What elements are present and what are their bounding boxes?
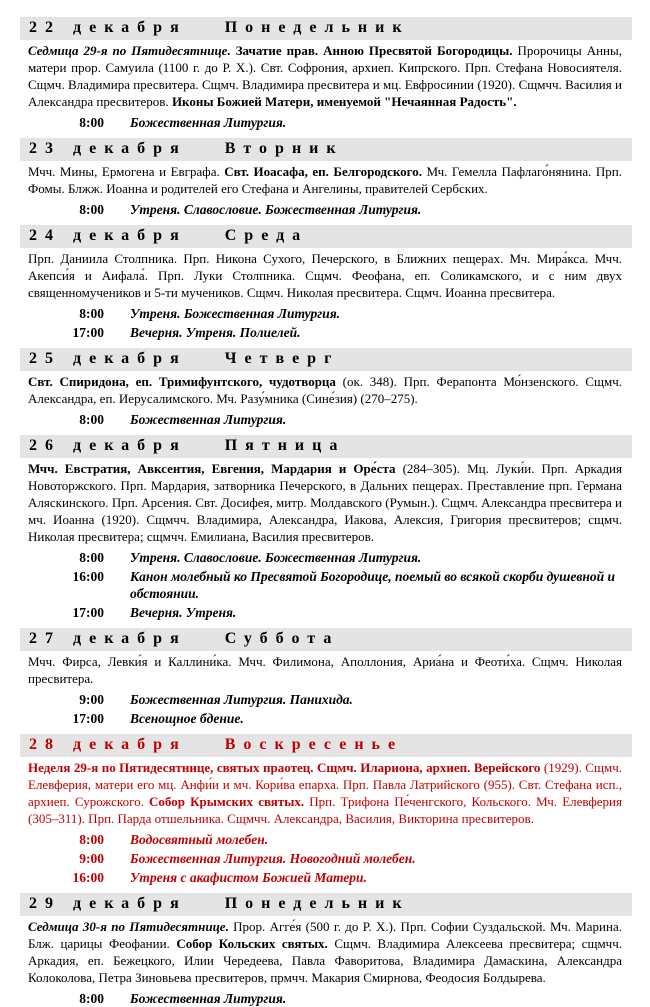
- day-date: 27 декабря: [29, 630, 187, 647]
- service-time: 17:00: [72, 711, 104, 726]
- service-time: 8:00: [79, 991, 104, 1006]
- service-row: [28, 201, 622, 218]
- services-list: [28, 691, 622, 727]
- day-weekday: Суббота: [224, 630, 340, 647]
- description-segment: Седмица 30-я по Пятидесятнице.: [28, 919, 234, 934]
- service-name: Божественная Литургия. Новогодний молебен.: [130, 851, 416, 866]
- service-row: [28, 604, 622, 621]
- service-time: 8:00: [79, 412, 104, 427]
- description-segment: (ок. 348). Прп. Ферапонта Мо́нзенского. Сщмч. Александра, еп. Иерусалимского. Мч. Разу́мника (Сине́зия) (270–275).: [28, 374, 622, 406]
- day-weekday: Понедельник: [224, 895, 410, 912]
- day-commemorations-text: [28, 759, 622, 827]
- description-segment: Мчч. Фирса, Левки́я и Каллини́ка. Мчч. Филимона, Аполлония, Ариа́на и Феоти́ха. Сщмч. Николая пресвитера.: [28, 654, 622, 686]
- day-commemorations-text: [28, 460, 622, 545]
- service-name: Божественная Литургия. Панихида.: [130, 692, 353, 707]
- services-list: [28, 114, 622, 131]
- day-date: 26 декабря: [29, 437, 187, 454]
- description-segment: (284–305). Мц. Луки́и. Прп. Аркадия Новоторжского. Прп. Мардария, затворника Печерского, в Дальних пещерах. Преставление прп. Германа Аляскинского. Прп. Арсения. Свт. Досифея, митр. Молдавского (Румын.). Сщмч. Александра пресвитера и мч. Иоанна (1920). Сщмчч. Владимира, Александра, Иакова, Алексия, Григория пресвитеров; сщмч. Николая пресвитера; сщмчч. Емилиана, Василия пресвитеров.: [28, 461, 622, 544]
- description-segment: Неделя 29-я по Пятидесятнице, святых праотец. Сщмч. Илариона, архиеп. Верейского: [28, 760, 544, 775]
- day-commemorations-text: [28, 653, 622, 687]
- service-name: Вечерня. Утреня. Полиелей.: [130, 325, 301, 340]
- day-section: [0, 348, 650, 428]
- service-name: Канон молебный ко Пресвятой Богородице, поемый во всякой скорби душевной и обстоянии.: [130, 569, 616, 601]
- service-row: [28, 710, 622, 727]
- description-segment: Зачатие прав. Анною Пресвятой Богородицы.: [235, 43, 518, 58]
- description-segment: Прор. Агге́я (500 г. до Р. Х.). Прп. Софии Суздальской. Мч. Марина. Блж. царицы Феофании.: [28, 919, 622, 951]
- day-weekday: Четверг: [224, 350, 340, 367]
- service-row: [28, 114, 622, 131]
- day-header-bar: [20, 17, 632, 40]
- service-time: 8:00: [79, 115, 104, 130]
- description-segment: Свт. Иоасафа, еп. Белгородского.: [224, 164, 427, 179]
- day-commemorations-text: [28, 250, 622, 301]
- day-commemorations-text: [28, 42, 622, 110]
- description-segment: Седмица 29-я по Пятидесятнице.: [28, 43, 236, 58]
- description-segment: Пророчицы Анны, матери прор. Самуила (1100 г. до Р. Х.). Свт. Софрония, архиеп. Кипрского. Прп. Стефана Новосиятеля. Сщмч. Владимира пресвитера. Сщмч. Владимира пресвитера и мц. Евфросинии (1920). Сщмчч. Василия и Александра пресвитеров.: [28, 43, 622, 109]
- day-commemorations-text: [28, 163, 622, 197]
- service-time: 9:00: [79, 692, 104, 707]
- service-name: Водосвятный молебен.: [130, 832, 269, 847]
- services-list: [28, 305, 622, 341]
- day-date: 29 декабря: [29, 895, 187, 912]
- services-list: [28, 549, 622, 621]
- day-header-bar: [20, 893, 632, 916]
- day-header-bar: [20, 225, 632, 248]
- day-section: [0, 225, 650, 341]
- service-row: [28, 691, 622, 708]
- day-date: 28 декабря: [29, 736, 187, 753]
- service-name: Божественная Литургия.: [130, 115, 287, 130]
- service-row: [28, 568, 622, 602]
- day-weekday: Вторник: [224, 140, 344, 157]
- services-list: [28, 831, 622, 886]
- description-segment: Мч. Гемелла Пафлаго́нянина. Прп. Фомы. Блжж. Иоанна и родителей его Стефана и Ангелины, правителей Сербских.: [28, 164, 622, 196]
- description-segment: Собор Кольских святых.: [176, 936, 335, 951]
- service-row: [28, 324, 622, 341]
- services-list: [28, 201, 622, 218]
- service-time: 8:00: [79, 202, 104, 217]
- service-name: Всенощное бдение.: [130, 711, 244, 726]
- day-header-bar: [20, 348, 632, 371]
- day-section: [0, 893, 650, 1007]
- description-segment: Мчч. Мины, Ермогена и Евграфа.: [28, 164, 225, 179]
- service-name: Утреня. Славословие. Божественная Литургия.: [130, 202, 422, 217]
- service-time: 8:00: [79, 306, 104, 321]
- day-section: [0, 138, 650, 218]
- day-date: 25 декабря: [29, 350, 187, 367]
- service-name: Божественная Литургия.: [130, 991, 287, 1006]
- day-weekday: Понедельник: [224, 19, 410, 36]
- services-list: [28, 411, 622, 428]
- day-commemorations-text: [28, 373, 622, 407]
- service-name: Божественная Литургия.: [130, 412, 287, 427]
- service-row: [28, 831, 622, 848]
- day-weekday: Среда: [224, 227, 309, 244]
- description-segment: Собор Крымских святых.: [149, 794, 310, 809]
- day-section: [0, 435, 650, 621]
- service-time: 17:00: [72, 325, 104, 340]
- day-header-bar: [20, 138, 632, 161]
- service-row: [28, 305, 622, 322]
- services-list: [28, 990, 622, 1007]
- service-name: Утреня. Славословие. Божественная Литургия.: [130, 550, 422, 565]
- service-time: 16:00: [72, 870, 104, 885]
- day-header-bar: [20, 734, 632, 757]
- day-header-bar: [20, 628, 632, 651]
- service-name: Вечерня. Утреня.: [130, 605, 237, 620]
- description-segment: Сщмч. Владимира Алексеева пресвитера; сщмчч. Аркадия, еп. Бежецкого, Илии Чередеева, Павла Фаворитова, Владимира Дамаскина, Александра Колоколова, Петра Зиновьева пресвитеров, прмчч. Макария Смирнова, Феодосия Болдырева.: [28, 936, 623, 985]
- description-segment: Иконы Божией Матери, именуемой "Нечаянная Радость".: [171, 94, 517, 109]
- day-header-bar: [20, 435, 632, 458]
- description-segment: Прп. Трифона Пе́ченгского, Кольского. Мч. Елевферия (305–311). Прп. Парда отшельника. Сщмчч. Александра, Василия, Викторина пресвитеров.: [28, 794, 622, 826]
- day-date: 23 декабря: [29, 140, 187, 157]
- service-time: 8:00: [79, 832, 104, 847]
- service-row: [28, 990, 622, 1007]
- description-segment: Прп. Даниила Столпника. Прп. Никона Сухого, Печерского, в Ближних пещерах. Мч. Мира́кса. Мчч. Акепси́я и Аифала́. Прп. Луки Столпника. Сщмч. Феофана, еп. Соликамского, и с ним двух священномучеников и 5-ти мучеников. Сщмч. Николая пресвитера. Сщмч. Иоанна пресвитера.: [28, 251, 622, 300]
- description-segment: (1929). Сщмч. Елевферия, матери его мц. Анфи́и и мч. Кори́ва епарха. Прп. Павла Латрийского (955). Свт. Стефана исп., архиеп. Сурожского.: [28, 760, 622, 809]
- service-time: 17:00: [72, 605, 104, 620]
- day-section: [0, 628, 650, 727]
- service-row: [28, 549, 622, 566]
- service-time: 9:00: [79, 851, 104, 866]
- day-commemorations-text: [28, 918, 622, 986]
- days-container: [0, 17, 650, 1007]
- service-row: [28, 869, 622, 886]
- service-row: [28, 850, 622, 867]
- service-name: Утреня. Божественная Литургия.: [130, 306, 341, 321]
- day-weekday: Пятница: [224, 437, 346, 454]
- day-section: [0, 17, 650, 131]
- service-time: 16:00: [72, 569, 104, 584]
- description-segment: Мчч. Евстратия, Авксентия, Евгения, Мардария и Оре́ста: [28, 461, 403, 476]
- service-row: [28, 411, 622, 428]
- service-name: Утреня с акафистом Божией Матери.: [130, 870, 367, 885]
- service-time: 8:00: [79, 550, 104, 565]
- day-section: [0, 734, 650, 886]
- description-segment: Свт. Спиридона, еп. Тримифунтского, чудотворца: [28, 374, 343, 389]
- day-weekday: Воскресенье: [224, 736, 404, 753]
- day-date: 24 декабря: [29, 227, 187, 244]
- day-date: 22 декабря: [29, 19, 187, 36]
